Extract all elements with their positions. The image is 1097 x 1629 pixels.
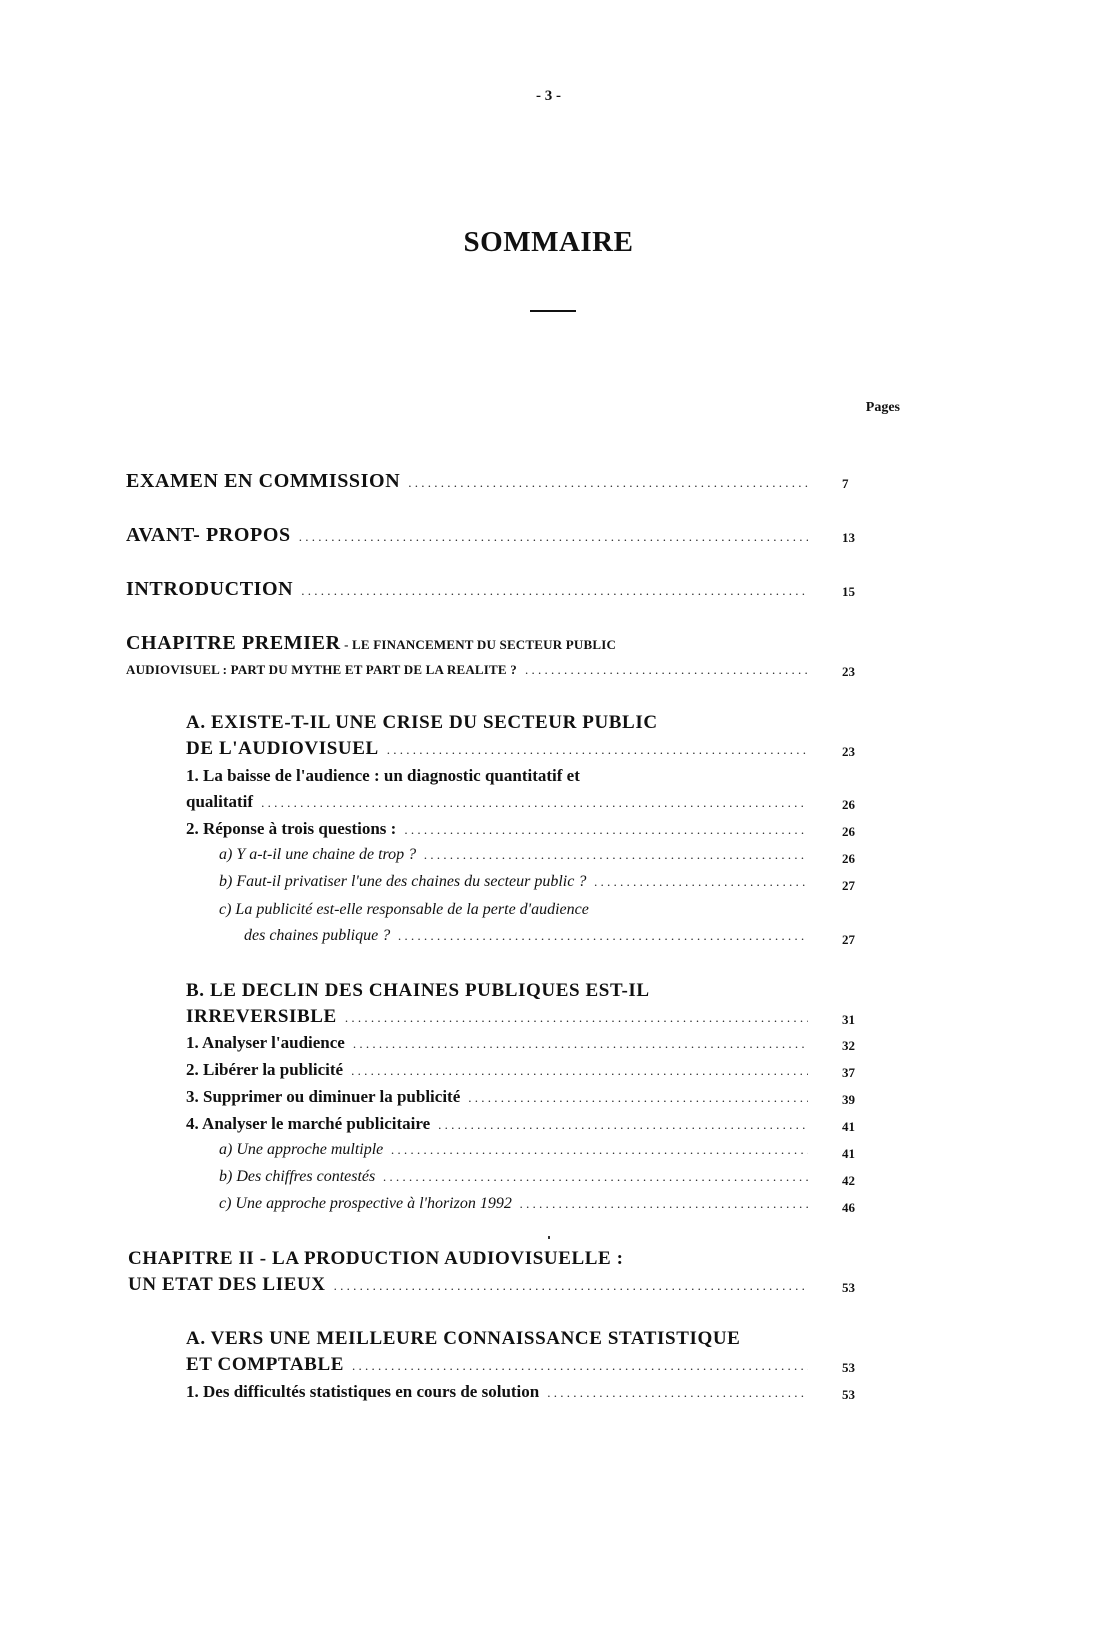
toc-entry-page: 46 <box>842 1200 855 1215</box>
toc-entry-page: 7 <box>842 476 849 491</box>
toc-entry-page: 32 <box>842 1038 855 1053</box>
toc-entry-label: des chaines publique ? <box>244 927 391 944</box>
toc-entry-page: 15 <box>842 584 855 599</box>
toc-entry-label: INTRODUCTION <box>126 578 294 600</box>
page-title: SOMMAIRE <box>463 226 634 258</box>
toc-entry-page: 26 <box>842 851 855 866</box>
toc-entry-chapitre-ii <box>128 1274 816 1302</box>
toc-entry-label: a) Une approche multiple <box>219 1141 384 1158</box>
dot-leader <box>301 583 808 599</box>
toc-entry-page: 26 <box>842 824 855 839</box>
toc-entry-examen <box>126 470 816 498</box>
toc-entry-label: 1. Analyser l'audience <box>186 1033 345 1052</box>
dot-leader <box>353 1036 808 1052</box>
toc-entry-b1-3 <box>186 1087 816 1115</box>
dot-leader <box>334 1278 808 1294</box>
toc-entry-label: 3. Supprimer ou diminuer la publicité <box>186 1087 461 1106</box>
dot-leader <box>299 529 808 545</box>
toc-entry-page: 27 <box>842 878 855 893</box>
toc-entry-section-a2 <box>186 1354 816 1382</box>
dot-leader <box>391 1142 808 1158</box>
dot-leader <box>424 847 808 863</box>
toc-entry-page: 23 <box>842 744 855 759</box>
toc-entry-page: 13 <box>842 530 855 545</box>
dot-leader <box>351 1063 808 1079</box>
toc-entry-label: qualitatif <box>186 792 254 811</box>
dot-leader <box>261 795 808 811</box>
dot-leader <box>594 874 808 890</box>
toc-entry-label: EXAMEN EN COMMISSION <box>126 470 401 492</box>
toc-entry-label: 2. Réponse à trois questions : <box>186 819 397 838</box>
pages-column-header: Pages <box>865 400 900 415</box>
dot-leader <box>345 1010 808 1026</box>
toc-entry-label: AVANT- PROPOS <box>126 524 291 546</box>
chapter-subtitle: - LE FINANCEMENT DU SECTEUR PUBLIC <box>340 637 617 652</box>
toc-entry-label: AUDIOVISUEL : PART DU MYTHE ET PART DE LA REALITE ? <box>126 662 517 677</box>
dot-leader <box>404 822 808 838</box>
dot-leader <box>387 742 808 758</box>
toc-entry-page: 41 <box>842 1146 855 1161</box>
toc-entry-label: 2. Libérer la publicité <box>186 1060 344 1079</box>
toc-entry-page: 39 <box>842 1092 855 1107</box>
toc-entry-b1-4a <box>219 1141 816 1169</box>
dot-leader <box>352 1358 808 1374</box>
chapter-heading-line <box>126 632 616 655</box>
toc-entry-label: b) Faut-il privatiser l'une des chaines du secteur public ? <box>219 873 587 890</box>
dot-leader <box>468 1090 808 1106</box>
toc-entry-page: 26 <box>842 797 855 812</box>
toc-entry-page: 53 <box>842 1387 855 1402</box>
dot-leader <box>398 928 808 944</box>
toc-entry-label: IRREVERSIBLE <box>186 1006 337 1027</box>
toc-entry-page: 31 <box>842 1012 855 1027</box>
chapter-title: CHAPITRE PREMIER <box>126 632 341 654</box>
toc-entry-label: a) Y a-t-il une chaine de trop ? <box>219 846 417 863</box>
item-heading-line: 1. La baisse de l'audience : un diagnostic quantitatif et <box>186 766 580 785</box>
toc-entry-label: ET COMPTABLE <box>186 1354 344 1375</box>
toc-entry-b1-2 <box>186 1060 816 1088</box>
toc-entry-page: 42 <box>842 1173 855 1188</box>
dot-leader <box>547 1385 808 1401</box>
toc-entry-section-a1 <box>186 738 816 766</box>
dot-leader <box>383 1169 808 1185</box>
toc-entry-label: c) Une approche prospective à l'horizon 1992 <box>219 1195 512 1212</box>
toc-entry-a1-2c <box>244 927 816 955</box>
item-heading-line: c) La publicité est-elle responsable de la perte d'audience <box>219 901 589 918</box>
toc-entry-page: 27 <box>842 932 855 947</box>
toc-entry-label: UN ETAT DES LIEUX <box>128 1274 326 1295</box>
toc-entry-a1-1 <box>186 792 816 820</box>
toc-entry-label: 4. Analyser le marché publicitaire <box>186 1114 431 1133</box>
toc-entry-a1-2 <box>186 819 816 847</box>
toc-entry-introduction <box>126 578 816 606</box>
toc-entry-page: 37 <box>842 1065 855 1080</box>
toc-entry-b1-4 <box>186 1114 816 1142</box>
separator-mark <box>548 1236 550 1239</box>
dot-leader <box>408 475 808 491</box>
toc-entry-b1-1 <box>186 1033 816 1061</box>
toc-entry-page: 23 <box>842 664 855 679</box>
dot-leader <box>438 1117 808 1133</box>
toc-entry-a2-1 <box>186 1382 816 1410</box>
dot-leader <box>520 1196 808 1212</box>
toc-entry-page: 53 <box>842 1360 855 1375</box>
toc-entry-b1-4b <box>219 1168 816 1196</box>
page-number: - 3 - <box>536 88 561 104</box>
chapter-heading-line: CHAPITRE II - LA PRODUCTION AUDIOVISUELLE : <box>128 1248 624 1269</box>
toc-entry-page: 41 <box>842 1119 855 1134</box>
toc-entry-label: DE L'AUDIOVISUEL <box>186 738 379 759</box>
dot-leader <box>525 662 808 678</box>
toc-entry-b1-4c <box>219 1195 816 1223</box>
section-heading-line: B. LE DECLIN DES CHAINES PUBLIQUES EST-IL <box>186 980 650 1001</box>
toc-entry-a1-2b <box>219 873 816 901</box>
toc-entry-section-b1 <box>186 1006 816 1034</box>
section-heading-line: A. EXISTE-T-IL UNE CRISE DU SECTEUR PUBLIC <box>186 712 658 733</box>
toc-entry-a1-2a <box>219 846 816 874</box>
toc-entry-avant-propos <box>126 524 816 552</box>
toc-entry-page: 53 <box>842 1280 855 1295</box>
toc-entry-label: 1. Des difficultés statistiques en cours de solution <box>186 1382 540 1401</box>
toc-entry-chapitre-premier <box>126 662 816 690</box>
section-heading-line: A. VERS UNE MEILLEURE CONNAISSANCE STATISTIQUE <box>186 1328 741 1349</box>
toc-entry-label: b) Des chiffres contestés <box>219 1168 376 1185</box>
